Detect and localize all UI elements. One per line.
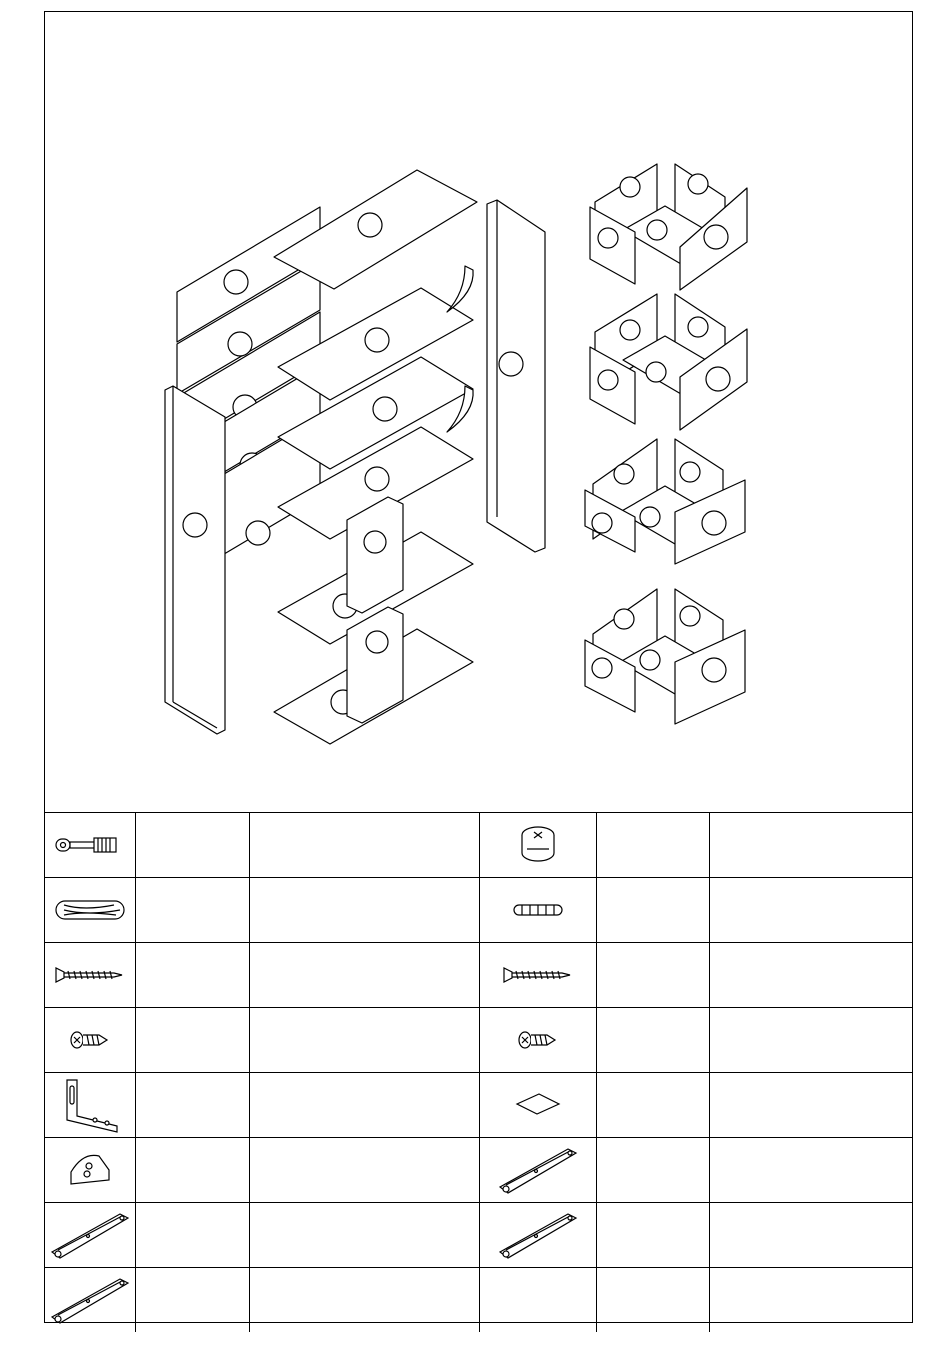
plastic-dowel-icon bbox=[479, 878, 596, 943]
drawer-3 bbox=[585, 439, 745, 564]
part-description-cell bbox=[249, 1073, 479, 1138]
long-screw-icon bbox=[45, 943, 135, 1008]
hardware-row bbox=[45, 1203, 912, 1268]
instruction-sheet bbox=[44, 11, 913, 1323]
empty-icon-cell bbox=[479, 1268, 596, 1333]
part-description-cell bbox=[709, 1008, 912, 1073]
drawer-runner-icon bbox=[45, 1268, 135, 1333]
part-code-cell bbox=[135, 1008, 249, 1073]
hardware-row bbox=[45, 1008, 912, 1073]
drawer-2 bbox=[590, 294, 747, 430]
l-bracket-icon bbox=[45, 1073, 135, 1138]
part-code-cell bbox=[596, 1008, 709, 1073]
part-description-cell bbox=[709, 1138, 912, 1203]
part-description-cell bbox=[249, 813, 479, 878]
exploded-assembly-diagram bbox=[45, 12, 912, 812]
hardware-table bbox=[45, 812, 912, 1332]
part-description-cell bbox=[249, 1268, 479, 1333]
cam-lock-icon bbox=[479, 813, 596, 878]
part-code-cell bbox=[596, 943, 709, 1008]
short-screw-icon bbox=[479, 1008, 596, 1073]
part-code-cell bbox=[596, 1138, 709, 1203]
part-code-cell bbox=[135, 1073, 249, 1138]
part-description-cell bbox=[709, 813, 912, 878]
part-code-cell bbox=[596, 1073, 709, 1138]
part-code-cell bbox=[135, 1138, 249, 1203]
hardware-row bbox=[45, 878, 912, 943]
hardware-row bbox=[45, 1138, 912, 1203]
felt-pad-icon bbox=[479, 1073, 596, 1138]
part-code-cell bbox=[135, 1203, 249, 1268]
long-screw-icon bbox=[479, 943, 596, 1008]
part-description-cell bbox=[709, 1268, 912, 1333]
part-description-cell bbox=[709, 943, 912, 1008]
part-code-cell bbox=[135, 878, 249, 943]
cam-bolt-icon bbox=[45, 813, 135, 878]
part-code-cell bbox=[596, 813, 709, 878]
part-code-cell bbox=[596, 878, 709, 943]
hardware-row bbox=[45, 943, 912, 1008]
side-panel-right bbox=[487, 200, 545, 552]
corner-block-icon bbox=[45, 1138, 135, 1203]
wood-dowel-icon bbox=[45, 878, 135, 943]
side-panel-left bbox=[165, 386, 225, 734]
part-code-cell bbox=[135, 813, 249, 878]
hardware-row bbox=[45, 1268, 912, 1333]
part-description-cell bbox=[249, 1008, 479, 1073]
drawer-4 bbox=[585, 589, 745, 724]
part-code-cell bbox=[596, 1203, 709, 1268]
part-code-cell bbox=[135, 943, 249, 1008]
drawer-1 bbox=[590, 164, 747, 290]
drawer-runner-icon bbox=[45, 1203, 135, 1268]
part-code-cell bbox=[135, 1268, 249, 1333]
part-description-cell bbox=[249, 1138, 479, 1203]
part-description-cell bbox=[249, 1203, 479, 1268]
drawer-runner-icon bbox=[479, 1203, 596, 1268]
part-code-cell bbox=[596, 1268, 709, 1333]
part-description-cell bbox=[709, 1203, 912, 1268]
part-description-cell bbox=[249, 943, 479, 1008]
part-description-cell bbox=[709, 878, 912, 943]
short-screw-icon bbox=[45, 1008, 135, 1073]
hardware-row bbox=[45, 1073, 912, 1138]
drawer-runner-icon bbox=[479, 1138, 596, 1203]
part-description-cell bbox=[709, 1073, 912, 1138]
part-description-cell bbox=[249, 878, 479, 943]
hardware-row bbox=[45, 813, 912, 878]
